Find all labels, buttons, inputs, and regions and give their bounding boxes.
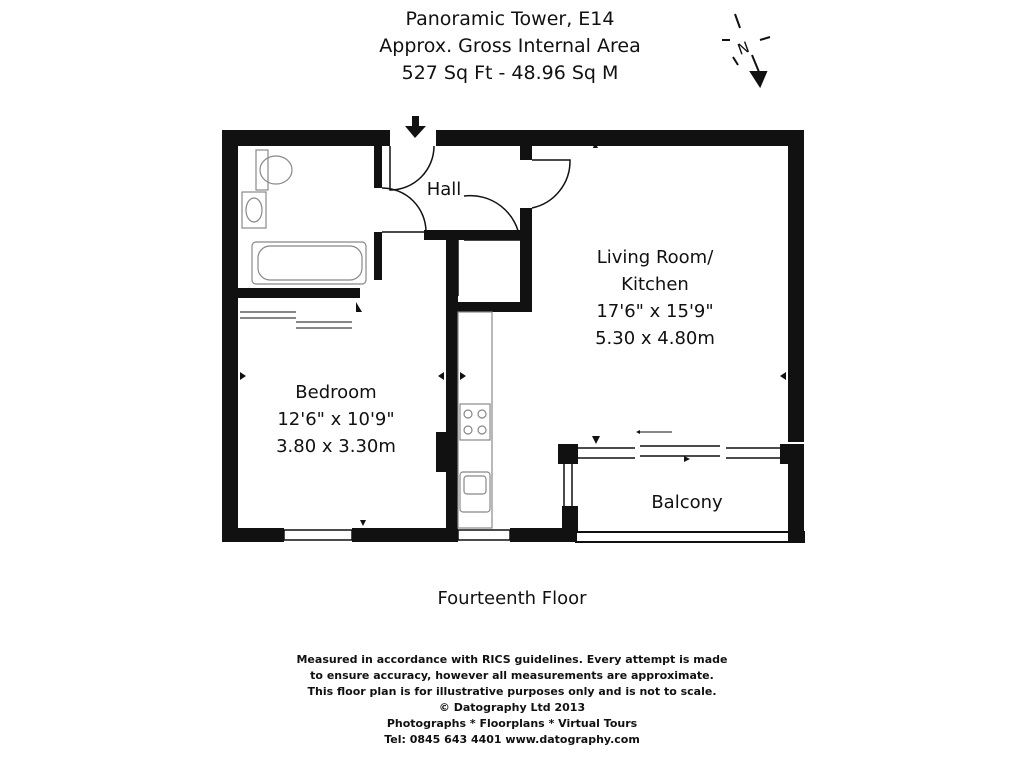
disclaimer-footer [262,652,762,748]
living-room-metric: 5.30 x 4.80m [595,328,715,349]
footer-line-2: to ensure accuracy, however all measurements are approximate. [310,669,714,682]
area-value: 527 Sq Ft - 48.96 Sq M [401,62,619,84]
footer-line-3: This floor plan is for illustrative purposes only and is not to scale. [307,685,717,698]
footer-line-4: © Datography Ltd 2013 [438,701,586,714]
entrance-arrow-icon [405,116,426,138]
north-label: N [735,37,752,59]
wardrobe-arrow [356,302,362,312]
room-living-kitchen [560,244,750,352]
room-bedroom [246,379,426,460]
footer-line-5: Photographs * Floorplans * Virtual Tours [386,717,638,730]
living-room-imperial: 17'6" x 15'9" [596,301,714,322]
area-caption: Approx. Gross Internal Area [379,35,641,57]
north-arrow-icon [722,14,770,86]
bathroom-fixtures [242,150,366,284]
bedroom-metric: 3.80 x 3.30m [276,436,396,457]
floor-name: Fourteenth Floor [437,588,587,609]
living-room-name-line1: Living Room/ [596,247,714,268]
footer-line-1: Measured in accordance with RICS guidelines. Every attempt is made [296,653,728,666]
bedroom-imperial: 12'6" x 10'9" [277,409,395,430]
property-name: Panoramic Tower, E14 [405,8,615,30]
room-balcony-label: Balcony [651,492,723,513]
room-hall-label: Hall [426,179,462,200]
living-room-name-line2: Kitchen [621,274,689,295]
doors [382,146,570,296]
footer-line-6: Tel: 0845 643 4401 www.datography.com [384,733,640,746]
kitchen-counter [458,312,492,528]
bedroom-name: Bedroom [295,382,377,403]
